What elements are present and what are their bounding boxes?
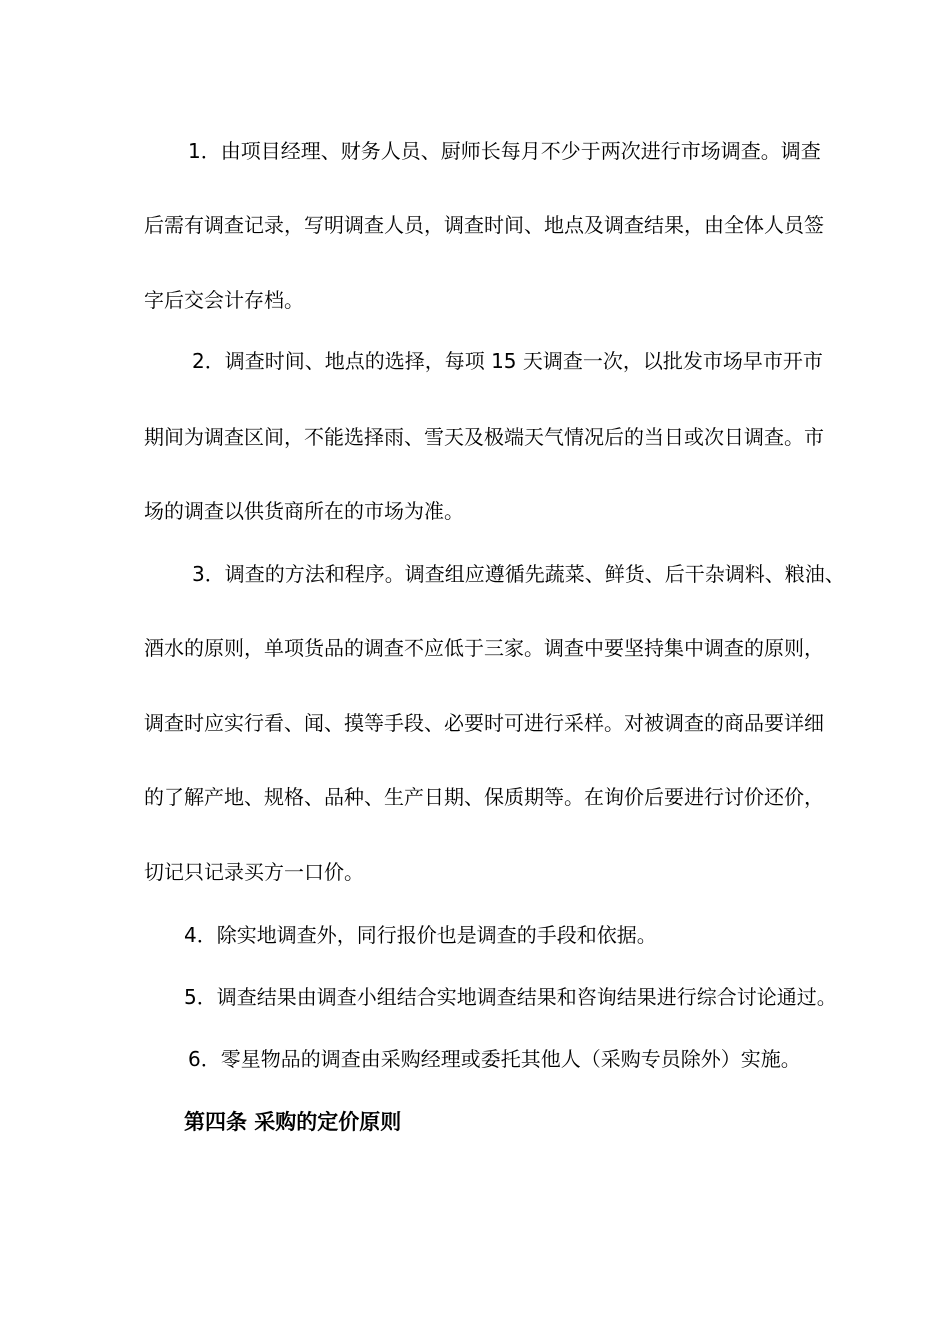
paragraph-4: 4．除实地调查外，同行报价也是调查的手段和依据。 [184, 923, 657, 947]
text-line: 酒水的原则，单项货品的调查不应低于三家。调查中要坚持集中调查的原则， [144, 636, 824, 660]
text-line: 后需有调查记录，写明调查人员，调查时间、地点及调查结果，由全体人员签 [144, 213, 824, 237]
text-line: 调查时应实行看、闻、摸等手段、必要时可进行采样。对被调查的商品要详细 [144, 711, 824, 735]
paragraph-6: 6．零星物品的调查由采购经理或委托其他人（采购专员除外）实施。 [188, 1047, 801, 1071]
text-line: 字后交会计存档。 [144, 288, 304, 312]
text-line: 切记只记录买方一口价。 [144, 860, 364, 884]
section-heading: 第四条 采购的定价原则 [184, 1110, 402, 1134]
text-line: 3．调查的方法和程序。调查组应遵循先蔬菜、鲜货、后干杂调料、粮油、 [192, 562, 845, 586]
text-line: 1．由项目经理、财务人员、厨师长每月不少于两次进行市场调查。调查 [188, 139, 821, 163]
text-line: 2．调查时间、地点的选择，每项 15 天调查一次，以批发市场早市开市 [192, 349, 823, 373]
text-line: 场的调查以供货商所在的市场为准。 [144, 499, 464, 523]
paragraph-5: 5．调查结果由调查小组结合实地调查结果和咨询结果进行综合讨论通过。 [184, 985, 837, 1009]
text-line: 期间为调查区间，不能选择雨、雪天及极端天气情况后的当日或次日调查。市 [144, 425, 824, 449]
text-line: 的了解产地、规格、品种、生产日期、保质期等。在询价后要进行讨价还价， [144, 785, 824, 809]
